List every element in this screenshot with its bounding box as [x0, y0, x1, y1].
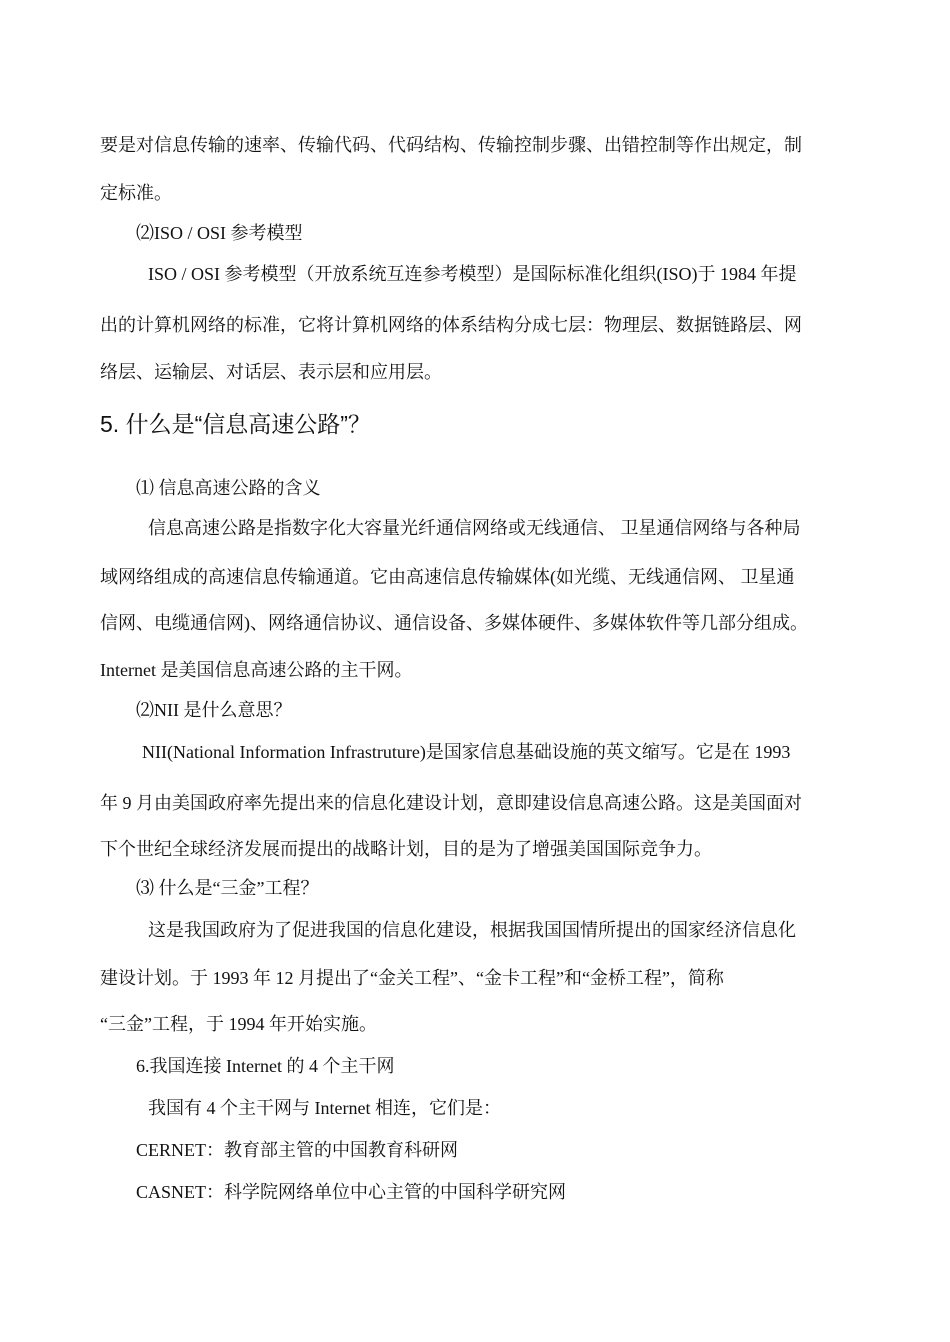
subheading-sanjin: ⑶ 什么是“三金”工程？ — [136, 878, 319, 898]
paragraph-line: 下个世纪全球经济发展而提出的战略计划，目的是为了增强美国国际竞争力。 — [100, 839, 712, 859]
paragraph-line: Internet 是美国信息高速公路的主干网。 — [100, 660, 413, 680]
paragraph-line: 络层、运输层、对话层、表示层和应用层。 — [100, 362, 442, 382]
paragraph-line: 定标准。 — [100, 183, 172, 203]
paragraph-line: 建设计划。于 1993 年 12 月提出了“金关工程”、“金卡工程”和“金桥工程”，简称 — [100, 968, 724, 988]
list-item-cernet: CERNET：教育部主管的中国教育科研网 — [136, 1140, 458, 1160]
paragraph-line: 信息高速公路是指数字化大容量光纤通信网络或无线通信、 卫星通信网络与各种局 — [148, 518, 801, 538]
subheading-backbone: 6.我国连接 Internet 的 4 个主干网 — [136, 1056, 395, 1076]
subheading-nii: ⑵NII 是什么意思？ — [136, 700, 292, 720]
paragraph-line: ISO / OSI 参考模型（开放系统互连参考模型）是国际标准化组织(ISO)于 1984 年提 — [148, 264, 797, 284]
subheading-meaning: ⑴ 信息高速公路的含义 — [136, 478, 321, 498]
subheading-iso-osi: ⑵ISO / OSI 参考模型 — [136, 223, 303, 243]
paragraph-line: 这是我国政府为了促进我国的信息化建设，根据我国国情所提出的国家经济信息化 — [148, 920, 796, 940]
paragraph-line: 域网络组成的高速信息传输通道。它由高速信息传输媒体(如光缆、无线通信网、 卫星通 — [100, 567, 795, 587]
paragraph-line: 我国有 4 个主干网与 Internet 相连，它们是： — [148, 1098, 501, 1118]
paragraph-line: 出的计算机网络的标准，它将计算机网络的体系结构分成七层：物理层、数据链路层、网 — [100, 315, 802, 335]
paragraph-line: NII(National Information Infrastruture)是国家信息基础设施的英文缩写。它是在 1993 — [142, 742, 791, 762]
paragraph-line: 要是对信息传输的速率、传输代码、代码结构、传输控制步骤、出错控制等作出规定，制 — [100, 135, 802, 155]
paragraph-line: 年 9 月由美国政府率先提出来的信息化建设计划，意即建设信息高速公路。这是美国面对 — [100, 793, 802, 813]
paragraph-line: “三金”工程，于 1994 年开始实施。 — [100, 1014, 377, 1034]
paragraph-line: 信网、电缆通信网)、网络通信协议、通信设备、多媒体硬件、多媒体软件等几部分组成。 — [100, 613, 808, 633]
list-item-casnet: CASNET：科学院网络单位中心主管的中国科学研究网 — [136, 1182, 567, 1202]
section-heading-5: 5. 什么是“信息高速公路”？ — [100, 411, 371, 437]
